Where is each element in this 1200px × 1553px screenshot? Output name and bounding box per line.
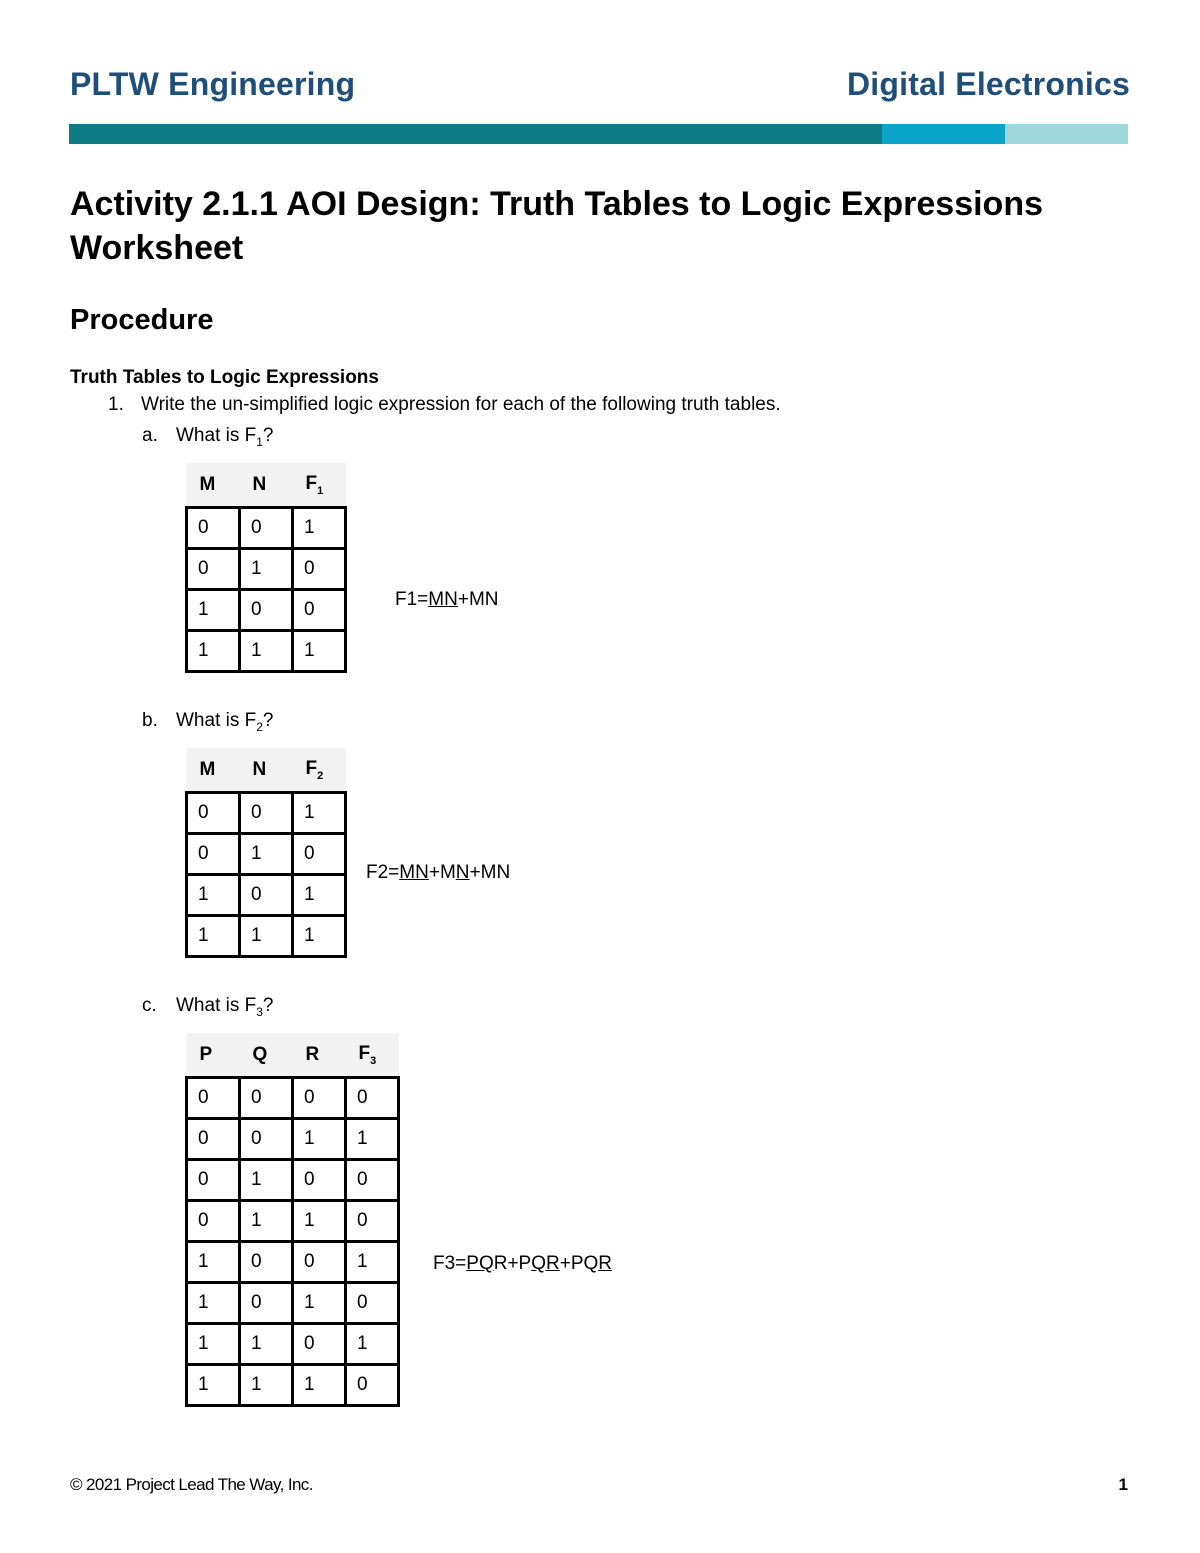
table-header-cell: M xyxy=(187,748,240,793)
table-cell: 0 xyxy=(346,1160,399,1201)
table-cell: 1 xyxy=(240,1201,293,1242)
table-cell: 1 xyxy=(187,1365,240,1406)
step-number: 1. xyxy=(108,394,124,415)
table-cell: 1 xyxy=(346,1119,399,1160)
question-letter: a. xyxy=(142,425,158,446)
table-row xyxy=(187,1160,399,1201)
table-cell: 0 xyxy=(187,1160,240,1201)
table-cell: 1 xyxy=(240,834,293,875)
table-cell: 0 xyxy=(240,508,293,549)
table-header-cell: $F_3$ xyxy=(346,1033,399,1078)
truth-table-f3 xyxy=(185,1033,400,1407)
question-text: What is F xyxy=(176,425,257,446)
table-cell: 0 xyxy=(293,549,346,590)
table-row xyxy=(187,508,346,549)
table-row xyxy=(187,1119,399,1160)
table-row xyxy=(187,631,346,672)
answer-f2 xyxy=(366,862,510,884)
table-cell: 0 xyxy=(187,1119,240,1160)
table-row xyxy=(187,549,346,590)
answer-f3 xyxy=(433,1253,612,1275)
table-cell: 1 xyxy=(293,793,346,834)
table-cell: 0 xyxy=(346,1365,399,1406)
table-cell: 1 xyxy=(187,1324,240,1365)
question-mark: ? xyxy=(262,710,274,731)
table-cell: 1 xyxy=(240,1365,293,1406)
expression-term: +MN xyxy=(469,862,511,883)
table-row xyxy=(187,1078,399,1119)
table-cell: 0 xyxy=(187,549,240,590)
table-header-row xyxy=(187,463,346,508)
table-cell: 0 xyxy=(346,1078,399,1119)
table-header-row xyxy=(187,748,346,793)
table-cell: 1 xyxy=(240,1160,293,1201)
table-cell: 0 xyxy=(293,1160,346,1201)
question-text: What is F xyxy=(176,995,257,1016)
table-row xyxy=(187,916,346,957)
table-cell: 1 xyxy=(240,1324,293,1365)
table-header-cell: M xyxy=(187,463,240,508)
step-text: Write the un-simplified logic expression for each of the following truth tables. xyxy=(141,394,781,415)
header-color-bar xyxy=(69,124,1128,144)
table-cell: 0 xyxy=(293,1324,346,1365)
footer-page-number: 1 xyxy=(1118,1475,1128,1494)
table-row xyxy=(187,875,346,916)
table-cell: 1 xyxy=(293,1201,346,1242)
question-subscript: 3 xyxy=(256,1004,263,1019)
header-subject: Digital Electronics xyxy=(847,66,1130,102)
question-subscript: 1 xyxy=(256,434,263,449)
table-header-cell: N xyxy=(240,748,293,793)
answer-prefix: F1= xyxy=(395,589,429,610)
table-cell: 1 xyxy=(293,1283,346,1324)
truth-table-f2 xyxy=(185,748,347,958)
table-row xyxy=(187,834,346,875)
table-cell: 0 xyxy=(293,1078,346,1119)
table-header-cell: P xyxy=(187,1033,240,1078)
footer-copyright: © 2021 Project Lead The Way, Inc. xyxy=(70,1475,313,1494)
table-cell: 0 xyxy=(346,1283,399,1324)
question-a xyxy=(142,425,274,449)
table-row xyxy=(187,1365,399,1406)
table-cell: 0 xyxy=(240,793,293,834)
complemented-term: PQ xyxy=(466,1253,494,1274)
table-cell: 0 xyxy=(187,508,240,549)
table-cell: 1 xyxy=(240,916,293,957)
table-cell: 1 xyxy=(293,916,346,957)
table-cell: 1 xyxy=(187,590,240,631)
table-cell: 0 xyxy=(240,1283,293,1324)
table-cell: 1 xyxy=(187,1242,240,1283)
table-cell: 0 xyxy=(187,1201,240,1242)
table-row xyxy=(187,1324,399,1365)
truth-table-f1 xyxy=(185,463,347,673)
question-letter: b. xyxy=(142,710,158,731)
section-heading: Procedure xyxy=(70,304,214,336)
answer-f1 xyxy=(395,589,499,611)
answer-prefix: F3= xyxy=(433,1253,467,1274)
question-text: What is F xyxy=(176,710,257,731)
table-cell: 1 xyxy=(187,875,240,916)
table-cell: 0 xyxy=(187,834,240,875)
table-header-cell: $F_2$ xyxy=(293,748,346,793)
complemented-term: MN xyxy=(428,589,458,610)
table-cell: 1 xyxy=(293,1365,346,1406)
table-header-row xyxy=(187,1033,399,1078)
table-cell: 0 xyxy=(293,590,346,631)
table-cell: 1 xyxy=(187,631,240,672)
table-row xyxy=(187,1283,399,1324)
table-cell: 0 xyxy=(293,1242,346,1283)
table-header-cell: N xyxy=(240,463,293,508)
bar-dark-segment xyxy=(69,124,882,144)
expression-term: +PQ xyxy=(559,1253,599,1274)
subsection-heading: Truth Tables to Logic Expressions xyxy=(70,367,379,388)
table-cell: 0 xyxy=(240,1242,293,1283)
bar-mid-segment xyxy=(882,124,1005,144)
table-cell: 1 xyxy=(293,1119,346,1160)
question-b xyxy=(142,710,274,734)
complemented-term: R xyxy=(598,1253,613,1274)
answer-prefix: F2= xyxy=(366,862,400,883)
complemented-term: QR xyxy=(531,1253,560,1274)
table-cell: 1 xyxy=(346,1242,399,1283)
table-header-cell: $F_1$ xyxy=(293,463,346,508)
table-cell: 1 xyxy=(346,1324,399,1365)
table-header-cell: Q xyxy=(240,1033,293,1078)
table-cell: 0 xyxy=(187,793,240,834)
question-subscript: 2 xyxy=(256,719,263,734)
table-cell: 1 xyxy=(293,631,346,672)
step-instruction xyxy=(108,394,781,416)
question-c xyxy=(142,995,274,1019)
expression-term: M xyxy=(439,862,456,883)
table-cell: 1 xyxy=(187,916,240,957)
table-cell: 0 xyxy=(293,834,346,875)
table-row xyxy=(187,793,346,834)
question-mark: ? xyxy=(262,995,274,1016)
page-title: Activity 2.1.1 AOI Design: Truth Tables to Logic Expressions Worksheet xyxy=(70,185,1044,267)
expression-term: + xyxy=(428,862,440,883)
table-cell: 0 xyxy=(240,590,293,631)
header-course-name: PLTW Engineering xyxy=(70,66,356,102)
table-row xyxy=(187,1242,399,1283)
table-row xyxy=(187,590,346,631)
table-cell: 1 xyxy=(240,631,293,672)
expression-term: R+P xyxy=(493,1253,532,1274)
table-row xyxy=(187,1201,399,1242)
question-letter: c. xyxy=(142,995,157,1016)
table-cell: 1 xyxy=(293,508,346,549)
table-cell: 1 xyxy=(293,875,346,916)
table-header-cell: R xyxy=(293,1033,346,1078)
complemented-term: MN xyxy=(399,862,429,883)
expression-term: +MN xyxy=(457,589,499,610)
table-cell: 0 xyxy=(346,1201,399,1242)
table-cell: 0 xyxy=(240,1078,293,1119)
table-cell: 0 xyxy=(187,1078,240,1119)
question-mark: ? xyxy=(262,425,274,446)
table-cell: 1 xyxy=(187,1283,240,1324)
table-cell: 0 xyxy=(240,1119,293,1160)
complemented-term: N xyxy=(455,862,470,883)
bar-light-segment xyxy=(1005,124,1128,144)
table-cell: 1 xyxy=(240,549,293,590)
table-cell: 0 xyxy=(240,875,293,916)
